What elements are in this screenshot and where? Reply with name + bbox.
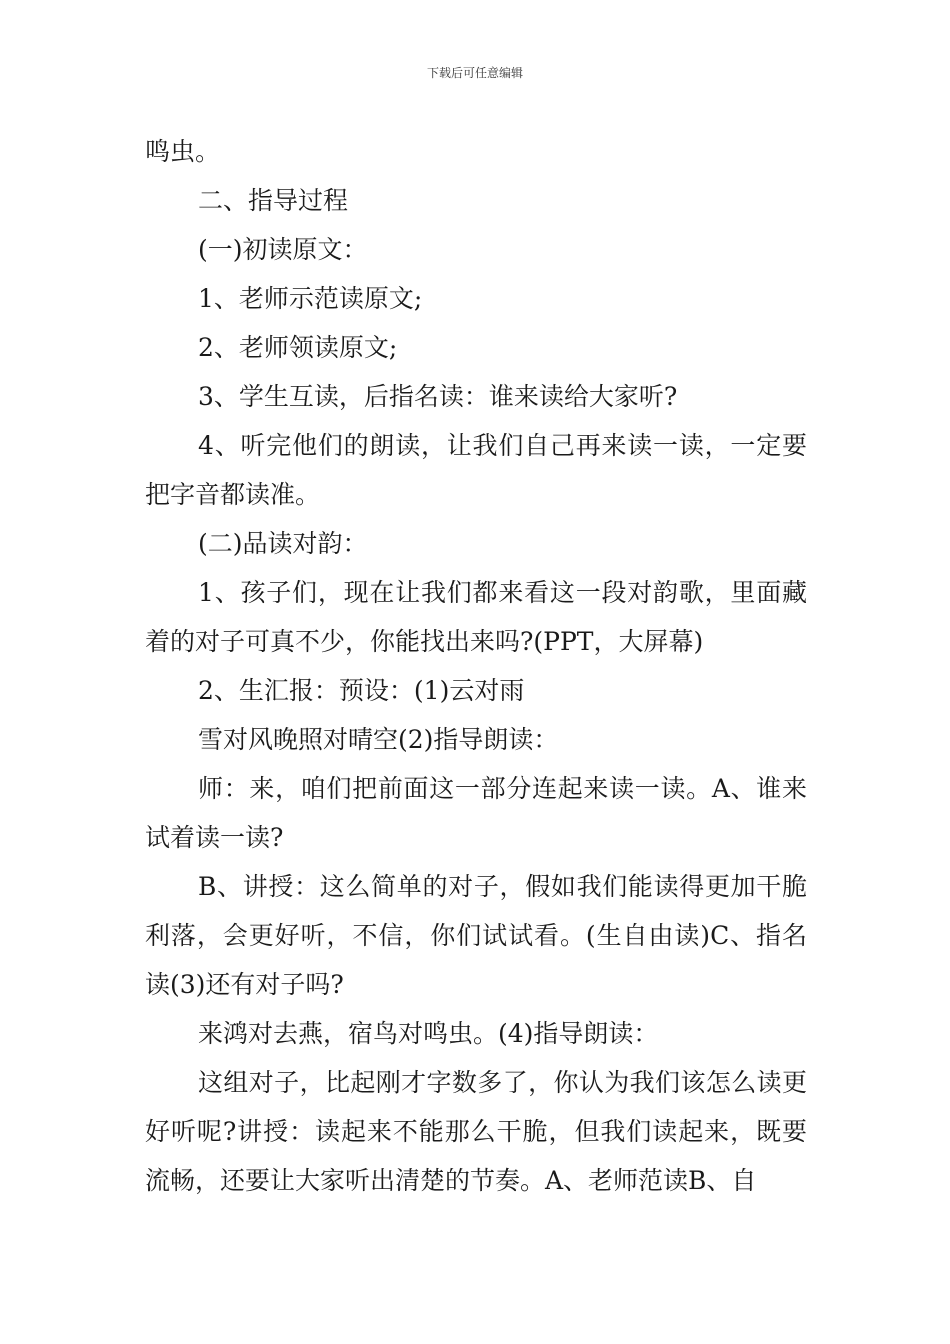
paragraph-2: 二、指导过程 [198, 186, 349, 215]
paragraph-6: 3、学生互读，后指名读：谁来读给大家听? [198, 382, 678, 411]
document-body [145, 127, 807, 1205]
page-header: 下载后可任意编辑 [426, 66, 523, 80]
paragraph-4: 1、老师示范读原文; [198, 284, 423, 313]
paragraph-11: 雪对风晚照对晴空(2)指导朗读： [198, 725, 559, 754]
paragraph-13: B、讲授：这么简单的对子，假如我们能读得更加干脆利落，会更好听，不信，你们试试看。(生自由读)C、指名读(3)还有对子吗? [145, 872, 807, 999]
paragraph-14: 来鸿对去燕，宿鸟对鸣虫。(4)指导朗读： [198, 1019, 659, 1048]
paragraph-7: 4、听完他们的朗读，让我们自己再来读一读，一定要把字音都读准。 [145, 431, 807, 509]
paragraph-10: 2、生汇报：预设：(1)云对雨 [198, 676, 525, 705]
paragraph-15: 这组对子，比起刚才字数多了，你认为我们该怎么读更好听呢?讲授：读起来不能那么干脆，但我们读起来，既要流畅，还要让大家听出清楚的节奏。A、老师范读B、自 [145, 1068, 807, 1195]
paragraph-5: 2、老师领读原文; [198, 333, 398, 362]
paragraph-3: (一)初读原文： [198, 235, 368, 264]
paragraph-12: 师：来，咱们把前面这一部分连起来读一读。A、谁来试着读一读? [145, 774, 807, 852]
paragraph-8: (二)品读对韵： [198, 529, 368, 558]
paragraph-9: 1、孩子们，现在让我们都来看这一段对韵歌，里面藏着的对子可真不少，你能找出来吗?(PPT，大屏幕) [145, 578, 807, 656]
paragraph-1: 鸣虫。 [145, 137, 221, 166]
